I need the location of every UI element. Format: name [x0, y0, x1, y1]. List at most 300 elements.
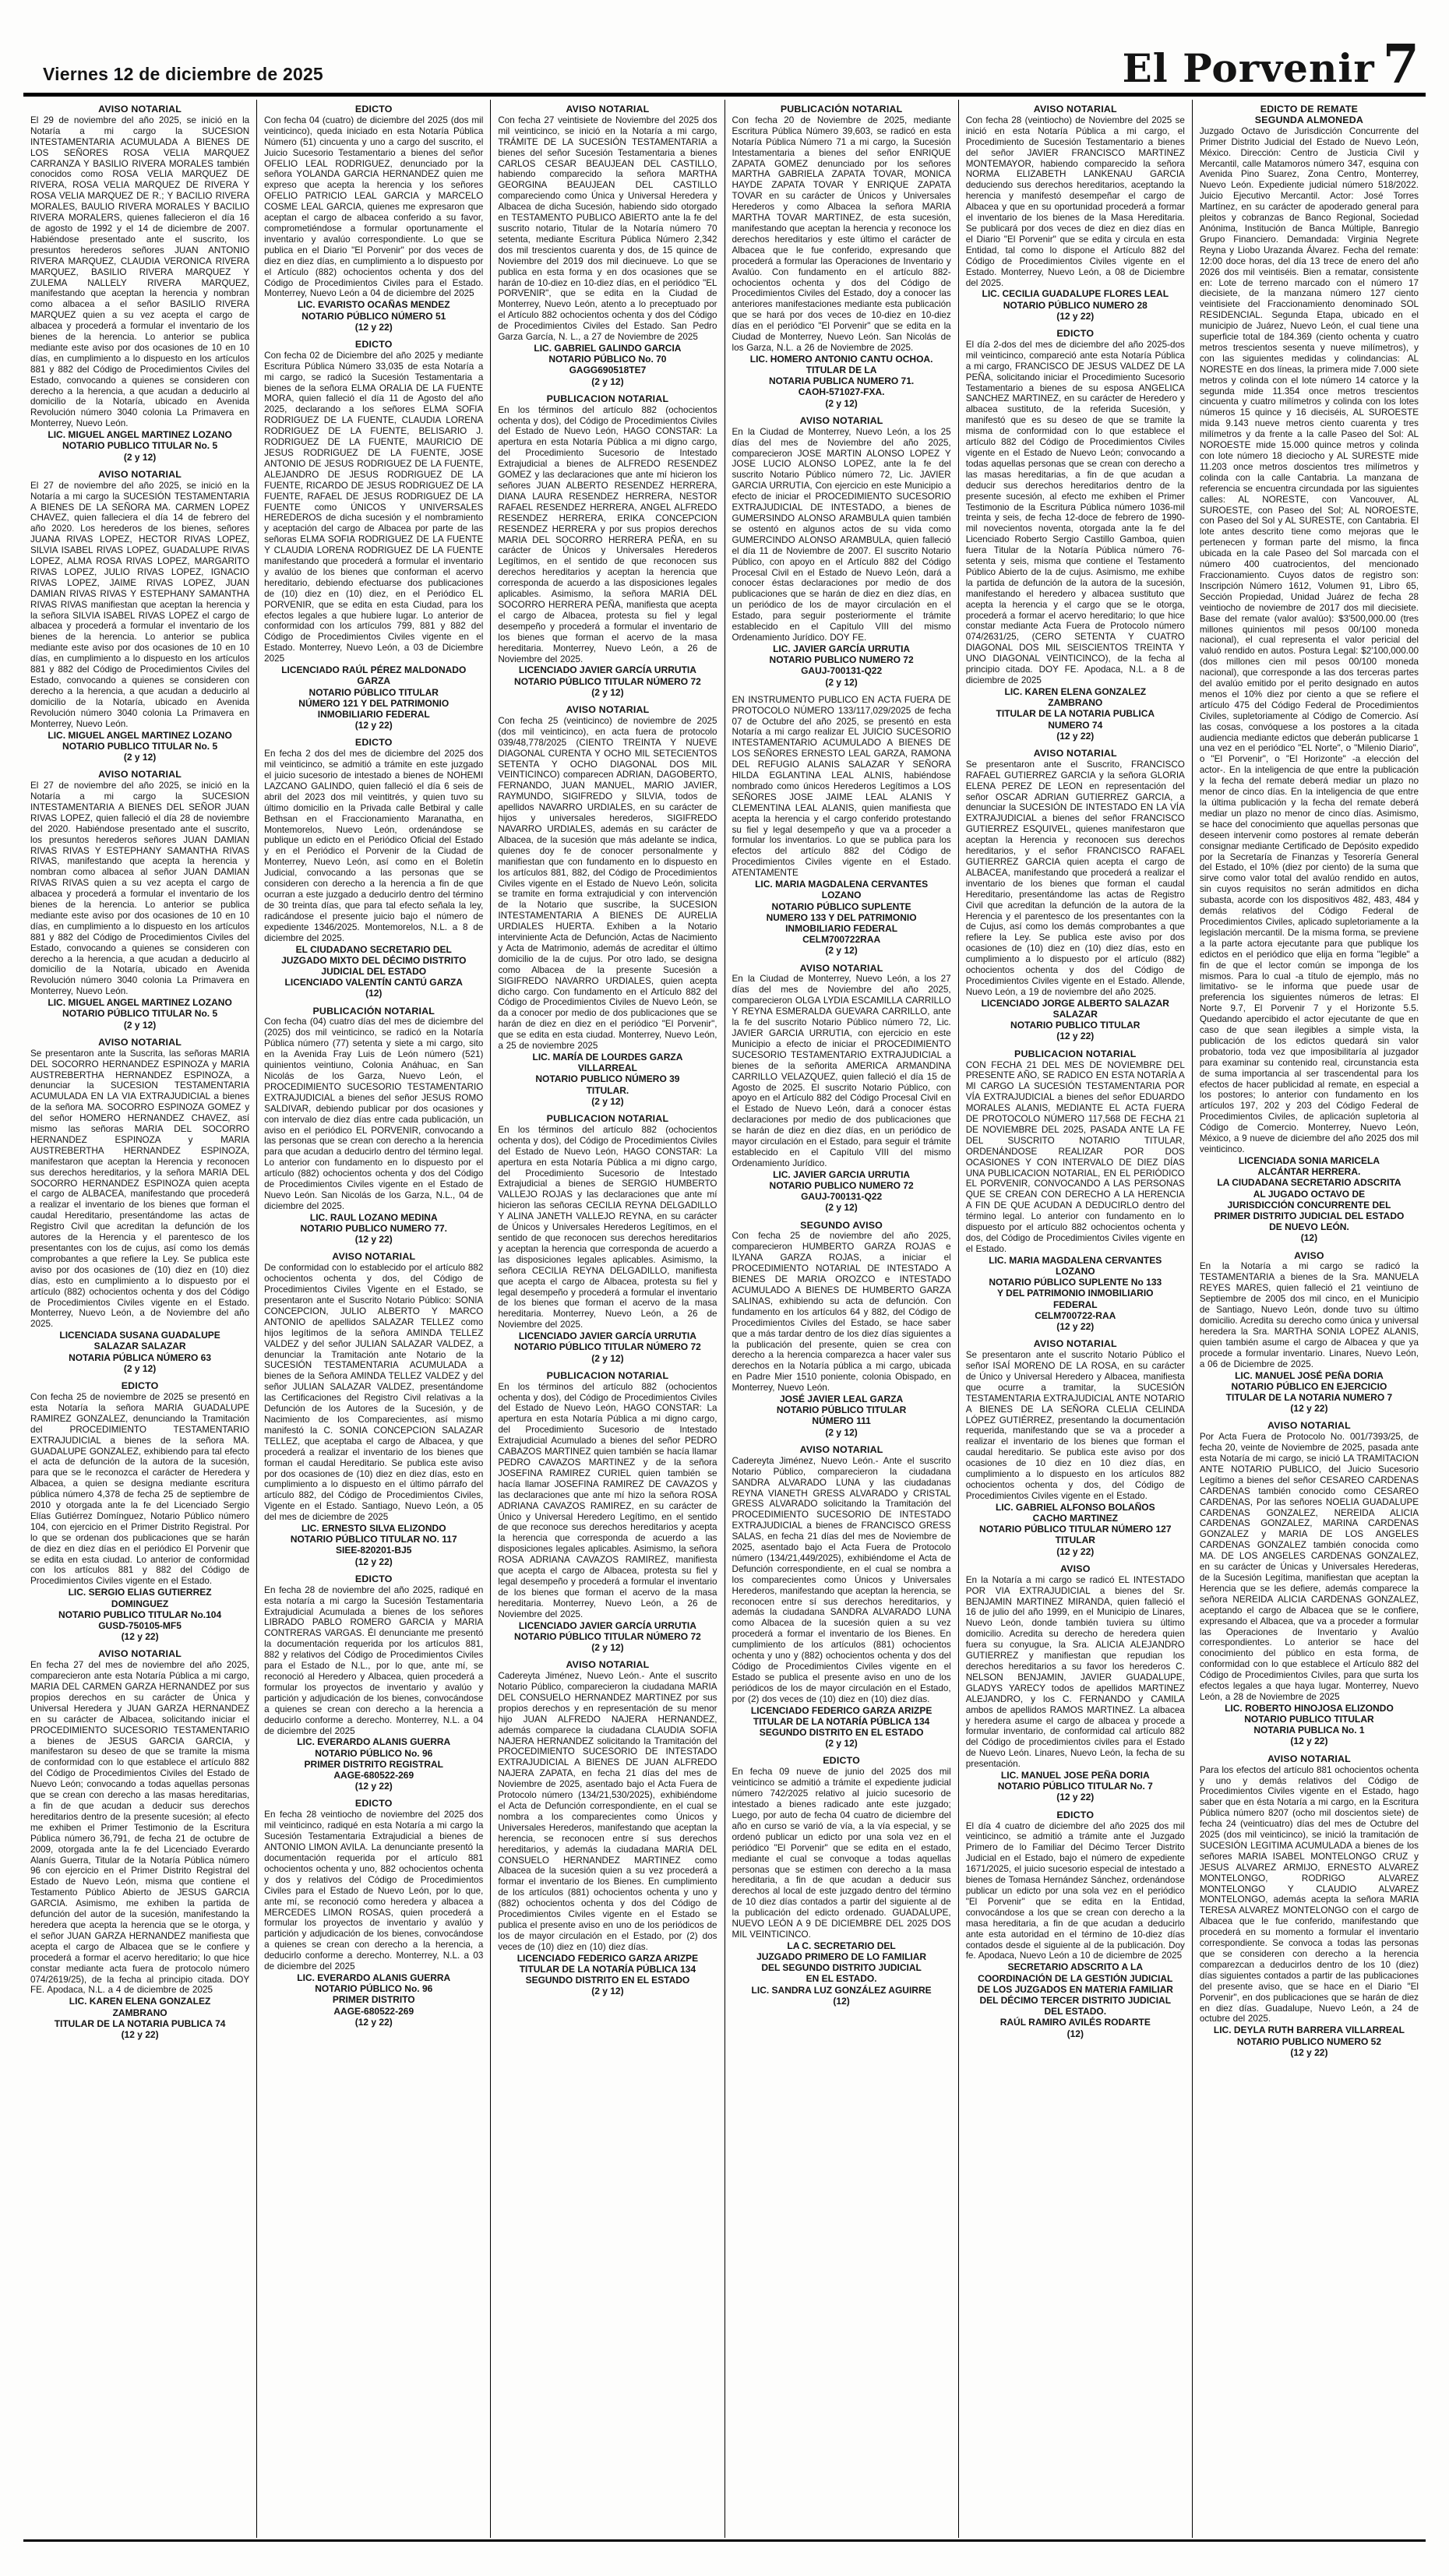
signature-line: (12) [1066, 2028, 1084, 2039]
signature-line: NOTARIO PUBLICO TITULAR [1244, 1714, 1374, 1725]
notice-body: En fecha 27 del mes de noviembre del año 2025, comparecieron ante esta Notaría Pública a mi cargo, MARIA DEL CARMEN GARZA HERNANDEZ por sus propios derechos en su carácter de Única y Universal Heredera y JUAN GARZA HERNANDEZ en su carácter de Albacea, solicitando iniciar el PROCEDIMIENTO SUCESORIO TESTAMENTARIO a bienes de JESUS GARCIA GARCIA, y manifestaron su deseo de que se tramite la misma de conformidad con lo que establece el artículo 882 del Código de Procedimientos Civiles del Estado de Nuevo León; convocando a todas aquellas personas que se crean con derecho a las masas hereditarias, a fin de que acudan a deducir sus derechos hereditarios dentro de la presente sucesión; al efecto me exhiben el Primer Testimonio de la Escritura Pública número 36,791, de fecha 21 de octubre de 2009, otorgada ante la fe del Licenciado Everardo Alanís Guerra, Titular de la Notaría Pública número 96 con ejercicio en el Primer Distrito Registral del Estado de Nuevo León, misma que contiene el Testamento Público Abierto de JESUS GARCIA GARCIA. Asimismo, me exhiben la partida de defunción del autor de la sucesión, manifestando la heredera que acepta la herencia que se le otorga, y el señor JUAN GARZA HERNANDEZ manifiesta que acepta el cargo de Albacea que se le confiere y procederá a formar el acervo hereditario; lo que hice constar mediante acta fuera de protocolo número 074/2619/25), de la fecha al principio citada. DOY FE. Apodaca, N.L. a 4 de diciembre de 2025 [30, 1660, 250, 1996]
notice-body: En fecha 28 veintiocho de noviembre del 2025 dos mil veinticinco, radiqué en esta Notaría a mi cargo la Sucesión Testamentaria Extrajudicial a bienes de ANTONIO LIMON AVILA. La denunciante presentó la documentación requerida por el artículo 881 ochocientos ochenta y uno, 882 ochocientos ochenta y dos y relativos del Código de Procedimientos Civiles para el Estado de Nuevo León, por lo que, ante mí, se reconoció como heredera y albacea a MERCEDES LIMON ROSAS, quien procederá a formular los proyectos de inventario y avalúo y partición y adjudicación de los bienes, convocándose a quienes se crean con derecho a la herencia, a deducirlo conforme a derecho. Monterrey, N.L. a 03 de diciembre del 2025 [264, 1810, 484, 1972]
signature-line: LIC. KAREN ELENA GONZALEZ [1004, 685, 1147, 697]
notice-heading: EDICTO [121, 1380, 159, 1392]
notice-body: El día 2-dos del mes de diciembre del año 2025-dos mil veinticinco, compareció ante esta Notaría Pública a mi cargo, FRANCISCO DE JESUS VALDEZ DE LA PEÑA, solicitando iniciar el Procedimiento Sucesorio Testamentario a bienes de su esposa ANGELICA SANCHEZ MARTINEZ, en su carácter de Heredero y albacea sustituto, de la referida Sucesión, y manifestó que es su deseo de que se tramite la misma de conformidad con lo que establece el artículo 882 del Código de Procedimientos Civiles vigente en el Estado de Nuevo León; convocando a todas aquellas personas que se crean con derecho a las masas hereditarias, a fin de que acudan a deducir sus derechos hereditarios dentro de la presente sucesión, al efecto me exhiben el Primer Testimonio de la Escritura Pública número 1036-mil treinta y seis, de fecha 12-doce de febrero de 1990-mil novecientos noventa, otorgada ante la fe del Licenciado Roberto Sergio Castillo Gamboa, quien fuera Titular de la Notaría Pública número 76- setenta y seis, misma que contiene el Testamento Público Abierto de la de cujus. Asimismo, me exhibe la partida de defunción de la autora de la sucesión, manifestando el heredero y albacea sustituto que acepta la herencia y el cargo que se le otorga, procederá a formar el acervo hereditario; lo que hice constar mediante Acta Fuera de Protocolo número 074/2631/25, (CERO SETENTA Y CUATRO DIAGONAL DOS MIL SEISCIENTOS TREINTA Y UNO DIAGONAL VEINTICINCO), de la fecha al principio citada. DOY FE. Apodaca, N.L. a 8 de diciembre de 2025 [965, 339, 1185, 686]
notice-signature [498, 1620, 717, 1654]
bottom-rule [23, 2539, 1426, 2542]
signature-line: EL CIUDADANO SECRETARIO DEL [295, 943, 452, 955]
newspaper-column-2 [256, 100, 490, 2538]
signature-line: CACHO MARTINEZ [1032, 1513, 1118, 1524]
signature-line: (12 y 22) [354, 321, 393, 333]
notice-body: En los términos del artículo 882 (ochocientos ochenta y dos), del Código de Procedimientos Civiles del Estado de Nuevo León, HAGO CONSTAR: La apertura en esta Notaría Pública a mi digno cargo, del Procedimiento Sucesorio de Intestado Extrajudicial a bienes de ALFREDO RESENDEZ GOMEZ y las declaraciones que ante mí hicieron los señores JUAN ALBERTO RESENDEZ HERRERA, DIANA LAURA RESENDEZ HERRERA, NESTOR RAFAEL RESENDEZ HERRERA, ANGEL ALFREDO RESENDEZ HERRERA, ERIKA CONCEPCION RESENDEZ HERRERA y por sus propios derechos MARIA DEL SOCORRO HERRERA PEÑA, en su carácter de Únicos y Universales Herederos Legítimos, en el sentido de que reconocen sus derechos hereditarios y aceptan la herencia que corresponda de acuerdo a las disposiciones legales aplicables. Asimismo, la señora MARIA DEL SOCORRO HERRERA PEÑA, manifiesta que acepta el cargo de Albacea, protesta su fiel y legal desempeño y procederá a formular el inventario de los bienes que forman el acervo de la masa hereditaria. Monterrey, Nuevo León, a 26 de Noviembre del 2025. [498, 404, 717, 664]
signature-line: (2 y 12) [825, 1426, 858, 1438]
notice-body: Con fecha 25 de noviembre del año 2025, comparecieron HUMBERTO GARZA ROJAS e ILYANA GARZA ROJAS, a iniciar el PROCEDIMIENTO NOTARIAL DE INTESTADO A BIENES DE MARIA OROZCO e INTESTADO ACUMULADO A BIENES DE HUMBERTO GARZA SALINAS, exhibiendo su acta de defunción. Con fundamento en los artículos 64 y 882, del Código de Procedimientos Civiles del Estado, se hace saber que a más tardar dentro de los diez días siguientes a la publicación del presente, quien se crea con derecho a la herencia comparezca a hacer valer sus derechos en la Notaría pública a mi cargo, ubicada en Padre Mier 1510 poniente, colonia Obispado, en Monterrey, Nuevo León. [732, 1231, 951, 1394]
notice-heading: AVISO NOTARIAL [1267, 1753, 1351, 1764]
notice-signature [966, 288, 1185, 322]
legal-notice [264, 1799, 483, 2028]
signature-line: NOTARIO PÚBLICO NÚMERO 51 [301, 310, 446, 322]
notice-signature [30, 1587, 249, 1642]
signature-line: LA C. SECRETARIO DEL [787, 1940, 896, 1951]
notice-signature [1200, 1155, 1419, 1244]
notice-signature [264, 299, 483, 333]
legal-notice [966, 1810, 1185, 2039]
signature-line: LIC. DEYLA RUTH BARRERA VILLARREAL [1213, 2025, 1405, 2036]
signature-line: ZAMBRANO [1048, 697, 1103, 709]
signature-line: (12 y 22) [1056, 310, 1095, 322]
notice-signature [264, 1736, 483, 1792]
notice-heading: AVISO NOTARIAL [799, 414, 883, 426]
signature-line: NOTARIO PÚBLICO TITULAR No. 5 [62, 1008, 218, 1020]
signature-line: NOTARIO PÚBLICO TITULAR No. 7 [997, 1781, 1153, 1792]
legal-notice [264, 104, 483, 333]
signature-line: (2 y 12) [591, 686, 624, 698]
signature-line: LIC. EVARISTO OCAÑAS MENDEZ [297, 299, 450, 311]
notice-signature [966, 998, 1185, 1042]
signature-line: LIC. SERGIO ELIAS GUTIERREZ [68, 1587, 212, 1598]
notice-signature [732, 1940, 951, 2007]
legal-notice [30, 1649, 249, 2040]
notice-body: En fecha 2 dos del mes de diciembre del 2025 dos mil veinticinco, se admitió a trámite en este juzgado el juicio sucesorio de intestado a bienes de NOHEMI LAZCANO GALINDO, quien falleció el día 6 seis de abril del 2023 dos mil veintitrés, y quien tuvo su último domicilio en la Privada calle Betbiral y calle Bethsan en el Fraccionamiento Maranatha, en Montemorelos, Nuevo León, ordenándose se publique un edicto en el Periódico Oficial del Estado y en el Periódico el Porvenir de la Ciudad de Monterrey, Nuevo León, así como en el Boletín Judicial, convocando a las personas que se consideren con derecho a la herencia a fin de que ocurran a este juzgado a deducirlo dentro del término de 30 treinta días, que para tal efecto señala la ley, radicándose el presente juicio bajo el número de expediente 1346/2025. Montemorelos, N.L. a 8 de diciembre del 2025. [264, 749, 484, 943]
signature-line: (2 y 12) [591, 375, 624, 387]
signature-line: GAUJ-700131-Q22 [801, 1191, 883, 1203]
signature-line: LICENCIADO JAVIER GARCÍA URRUTIA [518, 1619, 696, 1631]
signature-line: ALCÁNTAR HERRERA. [1257, 1166, 1361, 1178]
signature-line: LIC. MARÍA DE LOURDES GARZA [532, 1052, 683, 1063]
legal-notice [966, 1049, 1185, 1333]
notice-signature [966, 1502, 1185, 1557]
signature-line: GAUJ-700131-Q22 [801, 665, 883, 677]
legal-notice [30, 104, 249, 463]
signature-line: (12 y 22) [354, 1556, 393, 1567]
notice-heading: PUBLICACION NOTARIAL [546, 1369, 669, 1381]
notice-heading: AVISO NOTARIAL [98, 104, 182, 115]
notice-heading: EDICTO [823, 1755, 860, 1767]
signature-line: AAGE-680522-269 [333, 1770, 414, 1781]
notice-body: Se presentaron ante el suscrito Notario Público el señor ISAÍ MORENO DE LA ROSA, en su carácter de Único y Universal Heredero y Albacea, manifiesta que ocurre a tramitar, la SUCESIÓN TESTAMENTARIA EXTRAJUDICIAL ANTE NOTARIO A BIENES DE LA SEÑORA CLELIA CELINDA LÓPEZ GUTIÉRREZ, presentando la documentación requerida, manifestando que se va a proceder a realizar el inventario de los bienes que forman el caudal hereditario. Se publica este aviso por dos ocasiones de 10 diez en 10 diez días, en cumplimiento a lo dispuesto en los artículos 882 ochocientos ochenta y dos, del Código de Procedimientos Civiles vigente en el Estado. [965, 1350, 1185, 1501]
notice-heading: SEGUNDO AVISO [800, 1219, 883, 1231]
signature-line: (2 y 12) [123, 751, 157, 763]
legal-notice [732, 1221, 951, 1438]
notice-heading: AVISO [1294, 1249, 1324, 1261]
notice-signature [498, 664, 717, 698]
legal-notice [732, 1445, 951, 1750]
page-date: Viernes 12 de diciembre de 2025 [43, 64, 323, 84]
notice-body: De conformidad con lo establecido por el artículo 882 ochocientos ochenta y dos, del Código de Procedimientos Civiles Vigente en el Estado, se presentaron ante el Suscrito Notario Público: SONIA CONCEPCION, JULIO ALBERTO Y MARCO ANTONIO de apellidos SALAZAR TELLEZ como hijos legítimos de la señora AMINDA TELLEZ VALDEZ y del señor JULIAN SALAZAR VALDEZ, a denunciar la Tramitación ante Notario de la SUCESIÓN TESTAMENTARIA ACUMULADA a bienes de la Señora AMINDA TELLEZ VALDEZ y del señor JULIAN SALAZAR VALDEZ, presentándome las Certificaciones del Registro Civil relativas a la Defunción de los Autores de la Sucesión, y de Nacimiento de los Comparecientes, así mismo manifestó la C. SONIA CONCEPCION SALAZAR TELLEZ, que aceptaba el cargo de Albacea, y que procederá a realizar el inventario de los bienes que forman el caudal Hereditario. Se publica este aviso por dos ocasiones de (10) diez en diez días, esto en cumplimiento a lo dispuesto en el último párrafo del artículo 882, del Código de Procedimientos Civiles, Vigente en el Estado. Santiago, Nuevo León, a 05 del mes de diciembre de 2025 [264, 1263, 484, 1523]
notice-heading: AVISO NOTARIAL [566, 104, 650, 115]
notice-body: EN INSTRUMENTO PUBLICO EN ACTA FUERA DE PROTOCOLO NÚMERO 133/117,029/2025 de fecha 07 de Octubre del año 2025, se presentó en esta Notaría a mi cargo realizar EL JUICIO SUCESORIO INTESTAMENTARIO ACUMULADO A BIENES DE LOS SEÑORES ERNESTO LEAL GARZA, RAMONA DEL REFUGIO ALANIS SALAZAR Y SEÑORA HILDA EGLANTINA LEAL ALNIS, habiéndose nombrado como únicos Herederos Legítimos a LOS SEÑORES JOSE JAIME LEAL ALANIS Y CLEMENTINA LEAL ALANIS, quien manifiesta que acepta la herencia y el cargo conferido protestando su fiel y legal desempeño y que va a proceder a formular los inventarios. Lo que se publica para los efectos del artículo 882 del Código de Procedimientos Civiles vigente en el Estado. ATENTAMENTE [732, 694, 951, 879]
signature-line: JUZGADO MIXTO DEL DÉCIMO DISTRITO [281, 954, 467, 966]
signature-line: Y DEL PATRIMONIO INMOBILIARIO [997, 1288, 1154, 1299]
notice-body: En la Ciudad de Monterrey, Nuevo León, a los 27 días del mes de Noviembre del año 2025, comparecieron OLGA LYDIA ESCAMILLA CARRILLO Y REYNA ESMERALDA GUEVARA CARRILLO, ante la fe del suscrito Notario Público número 72, Lic. JAVIER GARCIA URRUTIA, con ejercicio en este Municipio a efecto de iniciar el PROCEDIMIENTO SUCESORIO TESTAMENTARIO EXTRAJUDICIAL a bienes de la señorita AMERICA ARMANDINA CARRILLO VELAZQUEZ, quien falleció el día 15 de Agosto de 2025. El suscrito Notario Público, con apoyo en el Artículo 882 del Código Procesal Civil en el Estado de Nuevo León, dará a conocer éstas declaraciones por medio de dos publicaciones que se harán de diez en diez días, en un periódico de mayor circulación en el Estado, para seguir el trámite establecido en el Capítulo VIII del mismo Ordenamiento Jurídico. [732, 974, 951, 1168]
signature-line: TITULAR. [586, 1084, 629, 1096]
signature-line: LIC. KAREN ELENA GONZALEZ [69, 1996, 211, 2007]
notice-heading: EDICTO [1056, 1809, 1095, 1820]
signature-line: (2 y 12) [123, 1362, 157, 1374]
notice-signature [498, 1330, 717, 1364]
page-header [0, 0, 1449, 96]
legal-notice [498, 1371, 717, 1653]
signature-line: NOTARIO PUBLICO NUMERO 72 [769, 654, 914, 666]
signature-line: (2 y 12) [591, 1986, 624, 1997]
signature-line: CELM700722RAA [802, 934, 881, 946]
signature-line: (12 y 22) [354, 1781, 393, 1792]
signature-line: LIC. RAUL LOZANO MEDINA [309, 1211, 438, 1223]
signature-line: TITULAR DE LA NOTARÍA PÚBLICA 134 [753, 1715, 930, 1727]
signature-line: LIC. CECILIA GUADALUPE FLORES LEAL [982, 288, 1169, 300]
legal-notice [732, 695, 951, 957]
signature-line: (12 y 22) [354, 720, 393, 731]
notice-body: Con fecha 20 de Noviembre de 2025, mediante Escritura Pública Número 39,603, se radicó en esta Notaría Pública Número 71 a mi cargo, la Sucesión Intestamentaria a bienes del señor ENRIQUE ZAPATA GOMEZ denunciado por los señores MARTHA GABRIELA ZAPATA TOVAR, MONICA HAYDE ZAPATA TOVAR Y ENRIQUE ZAPATA TOVAR en su carácter de Únicos y Universales Herederos y como Albacea la señora MARIA MARTHA TOVAR MARTINEZ, de esta sucesión, manifestando que aceptan la herencia y reconoce los derechos hereditarios y este último el carácter de Albacea que le fue conferido, expresando que procederá a formular las Operaciones de Inventario y Avalúo. Con fundamento en el artículo 882- ochocientos ochenta y dos del Código de Procedimientos Civiles del Estado, doy a conocer las anteriores manifestaciones mediante esta publicación que se hará por dos veces de 10-diez en 10-diez días en el periódico "El Porvenir" que se edita en la Ciudad de Monterrey, Nuevo León. San Nicolás de los Garza, N.L. a 26 de Noviembre de 2025. [732, 115, 951, 353]
notice-body: Juzgado Octavo de Jurisdicción Concurrente del Primer Distrito Judicial del Estado de Nuevo León, México. Dirección: Centro de Justicia Civil y Mercantil, calle Matamoros número 347, esquina con Avenida Pino Suarez, Zona Centro, Monterrey, Nuevo León. Expediente judicial número 518/2022. Juicio Ejecutivo Mercantil. Actor: José Torres Martínez, en su carácter de apoderado general para pleitos y cobranzas de Banco Regional, Sociedad Anónima, Institución de Banca Múltiple, Banregio Grupo Financiero. Demandada: Virginia Negrete Reyna y Liobo Urazanda Álvarez. Fecha del remate: 12:00 doce horas, del día 13 trece de enero del año 2026 dos mil veintiséis. Bien a rematar, consistente en: Lote de terreno marcado con el número 17 diecisiete, de la manzana número 127 ciento veintisiete del Fraccionamiento denominado SOL RESIDENCIAL. Segunda Etapa, ubicado en el municipio de Juárez, Nuevo León, el cual tiene una superficie total de 184.369 (ciento ochenta y cuatro metros trescientos sesenta y nueve milímetros), y con las siguientes medidas y colindancias: AL NORESTE en dos líneas, la primera mide 7.000 siete metros y colinda con el lote número 14 catorce y la segunda mide 11.354 once metros trescientos cincuenta y cuatro milímetros y colinda con los lotes números 15 quince y 16 dieciséis, AL SUROESTE mida 9.143 nueve metros ciento cuarenta y tres milímetros y da frente a la calle Paseo del Sol: AL NOROESTE mide 15.000 quince metros y colinda con lote número 18 dieciocho y AL SURESTE mide 11.203 once metros doscientos tres milímetros y colinda con la calle Cantabria. La manzana de referencia se encuentra circundada por las siguientes calles: AL NORESTE, con Vancouver, AL SUROESTE, con Paseo del Sol; AL NOROESTE, con Paseo del Sol y AL SURESTE, con Cantabria. El lote antes descrito tiene como mejoras que le pertenecen y forman parte del mismo, la finca ubicada en la cale Paseo del Sol marcada con el número 400 cuatrocientos, del mencionado Fraccionamiento. Cuyos datos de registro son: Inscripción Número 1612, Volumen 91, Libro 65, Sección Propiedad, Unidad Juárez de fecha 28 veintiocho de noviembre de 2017 dos mil diecisiete. Base del remate (valor avalúo): $3'500,000.00 (tres millones quinientos mil pesos 00/100 moneda nacional), el cual representa el valor pericial del valuó rendido en autos. Postura Legal: $2'100,000.00 (dos millones cien mil pesos 00/100 moneda nacional), que corresponde a las dos terceras partes del avalúo emitido por el perito designado en autos menos el 10% diez por ciento a que se refiere el artículo 475 del Código Federal de Procedimientos Civiles, supletoriamente al Código de Comercio. Así las cosas, convóquese a los postores a la citada audiencia mediante edictos que deberán publicarse 1 una vez en el periódico "EL Norte", o "Milenio Diario", o "El Porvenir", o "El Horizonte" -a elección del actor-. En la inteligencia de que entre la publicación y la fecha del remate deberá mediar un plazo no menor de cinco días. En la inteligencia de que entre la última publicación y la fecha del remate deberá mediar un plazo no menor de cinco días. Asimismo, se hace del conocimiento que aquellas personas que deseen intervenir como postores al remate deberán consignar mediante Certificado de Depósito expedido por la Secretaría de Finanzas y Tesorería General del Estado, el 10% (diez por ciento) de la suma que sirve como valor total del avalúo rendido en autos, sin cuyos requisitos no serán admitidos en dicha subasta, acorde con los dispositivos 482, 483, 484 y demás relativos del Código Federal de Procedimientos Civiles, aplicado supletoriamente a la legislación mercantil. De la misma forma, se previene a la parte actora ejecutante para que publique los edictos en el periódico que elija en forma "legible" a fin de que el lector común se imponga de los mismos. Para lo cual -a título de ejemplo, más no limitativo- se le informa que puede usar de preferencia los siguientes números de letras: El Norte 9.7, El Porvenir 7 y el Horizonte 5.5. Quedando apercibido el actor ejecutante de que en caso de que sean ilegibles a simple vista, la publicación de los edictos quedará sin valor probatorio, toda vez que imposibilitaría al juzgador para examinar su contenido real, circunstancia esta de suma importancia al ser trascendental para los efectos de hacer publicidad al remate, en especial a los postores; lo anterior con fundamento en los artículos 197, 202 y 203 del Código Federal de Procedimientos Civiles, de aplicación supletoria al Código de Comercio. Monterrey, Nuevo León, México, a 9 nueve de diciembre del año 2025 dos mil veinticinco. [1199, 125, 1419, 1154]
signature-line: (2 y 12) [591, 1642, 624, 1654]
signature-line: (2 y 12) [591, 1352, 624, 1364]
signature-line: (2 y 12) [825, 1202, 858, 1214]
legal-notice [1200, 1421, 1419, 1746]
signature-line: (2 y 12) [825, 397, 858, 409]
notice-signature [30, 429, 249, 463]
signature-line: SIEE-820201-BJ5 [336, 1545, 412, 1556]
signature-line: NOTARIO PUBLICO NUMERO 72 [769, 1179, 914, 1191]
notice-body: En la Notaría a mi cargo se radicó EL INTESTADO POR VIA EXTRAJUDICIAL a bienes del Sr. BENJAMIN MARTINEZ MIRANDA, quien falleció el 16 de julio del año 1999, en el Municipio de Linares, Nuevo León, donde también tuviera su último domicilio. Acredita su derecho de heredera quien fuera su conyugue, la Sra. ALICIA ALEJANDRO GUTIERREZ y manifiestan que repudian los derechos hereditarios a su favor los herederos C. NELSON BENJAMIN, JAVIER GUADALUPE, GLADYS YARECY todos de apellidos MARTINEZ ALEJANDRO, y los C. FERNANDO y CAMILA ambos de apellidos RAMOS MARTINEZ. La albacea y heredera asume el cargo de albacea y procede a formular inventario, de conformidad cal artículo 882 del Código de procedimientos civiles para el Estado de Nuevo León. Linares, Nuevo León, la fecha de su presentación. [965, 1574, 1185, 1770]
notice-heading: PUBLICACION NOTARIAL [1014, 1048, 1137, 1059]
legal-notice [966, 1564, 1185, 1803]
notice-heading: AVISO [1059, 1563, 1091, 1574]
signature-line: JUDICIAL DEL ESTADO [321, 965, 427, 977]
signature-line: LIC. MIGUEL ANGEL MARTINEZ LOZANO [48, 997, 232, 1009]
legal-notice [498, 1660, 717, 1996]
signature-line: GARZA [357, 675, 391, 687]
signature-line: (2 y 12) [825, 1738, 858, 1750]
signature-line: DEL SEGUNDO DISTRITO JUDICIAL [761, 1962, 922, 1974]
notice-body: En fecha 09 nueve de junio del 2025 dos mil veinticinco se admitió a trámite el expediente judicial número 742/2025 relativo al juicio sucesorio de intestado a bienes radicado ante este juzgado; Luego, por auto de fecha 04 cuatro de diciembre del año en curso se varió de vía, a la vía especial, y se ordenó publicar un edicto por una sola vez en el periódico "El Porvenir" que se edita en el estado, mediante el cual se convoque a todas aquellas personas que se estimen con derecho a la masa hereditaria, a fin de que acudan a deducir sus derechos al local de este juzgado dentro del término de 10 diez días contados a partir del siguiente al de la publicación del edicto ordenado. GUADALUPE, NUEVO LEÓN A 9 DE DICIEMBRE DEL 2025 DOS MIL VEINTICINCO. [732, 1767, 951, 1940]
notice-body: En fecha 28 de noviembre del año 2025, radiqué en esta notaría a mi cargo la Sucesión Testamentaria Extrajudicial Acumulada a bienes de los señores LIBRADO PABLO ROMERO GARCIA y MARIA CONTRERAS VARGAS. Él denunciante me presentó la documentación requerida por los artículos 881, 882 y relativos del Código de Procedimientos Civiles para el Estado de N.L., por lo que, ante mí, se reconoció al Heredero y Albacea, quien procederá a formular los proyectos de inventario y avalúo y partición y adjudicación de los bienes, convocándose a quienes se crean con derecho a la herencia a deducirlo conforme a derecho. Monterrey, N.L. a 04 de diciembre del 2025 [264, 1584, 484, 1736]
notice-heading: AVISO NOTARIAL [98, 769, 182, 781]
notice-body: Se presentaron ante el Suscrito, FRANCISCO RAFAEL GUTIERREZ GARCIA y la señora GLORIA ELENA PEREZ DE LEON en representación del señor OSCAR ADRIAN GUTIERREZ GARCIA, a denunciar la SUCESIÓN DE INTESTADO EN LA VÍA EXTRAJUDICIAL a bienes del señor FRANCISCO GUTIERREZ ESQUIVEL, quienes manifestaron que aceptan la Herencia y reconocen sus derechos hereditarios, y el señor FRANCISCO RAFAEL GUTIERREZ GARCIA quien acepta el cargo de ALBACEA, manifestando que procederá a realizar el inventario de los bienes que forman el caudal Hereditario, presentándome las actas de Registro Civil que acreditan la defunción de la autora de la Herencia y el parentesco de los presentantes con la de Cujus, así como los demás comprobantes a que refiere la Ley. Se publica este aviso por dos ocasiones de (10) diez en (10) diez días, esto en cumplimiento a lo dispuesto por el artículo (882) ochocientos ochenta y dos del Código de Procedimientos Civiles vigente en el Estado. Allende, Nuevo León, a 19 de noviembre del año 2025. [965, 759, 1185, 997]
legal-notice [264, 1574, 483, 1792]
signature-line: LICENCIADO VALENTÍN CANTÚ GARZA [284, 977, 463, 988]
legal-notice [30, 470, 249, 763]
legal-notice [30, 1038, 249, 1374]
legal-notice [966, 329, 1185, 742]
signature-line: TITULAR DE LA NOTARIA PUBLICA [996, 708, 1155, 720]
signature-line: (2 y 12) [591, 1095, 624, 1107]
notice-signature [966, 1255, 1185, 1332]
notice-body: El 27 de noviembre del año 2025, se inició en la Notaría a mi cargo la SUCESION INTESTAMENTARIA A BIENES DEL SEÑOR JUAN RIVAS LOPEZ, quien falleció el día 28 de noviembre del 2020. Habiéndose presentado ante el suscrito, los presuntos herederos señores JUAN DAMIAN RIVAS RIVAS Y ESTEPHANY SAMANTHA RIVAS RIVAS, manifestando que acepta la herencia y nombran como albacea al señor JUAN DAMIAN RIVAS RIVAS quien a su vez acepta el cargo de albacea y procederá a formular el inventario de los bienes de la herencia. Lo anterior se publica mediante este aviso por dos ocasiones de 10 en 10 días, en cumplimiento a lo dispuesto en los artículos 881 y 882 del Código de Procedimientos Civiles del Estado, convocando a quienes se consideren con derecho a la herencia, a que acudan a deducirlo al domicilio de la Notaría, ubicado en Avenida Revolución número 3040 colonia La Primavera en Monterrey, Nuevo León. [30, 781, 250, 997]
signature-line: LIC. MIGUEL ANGEL MARTINEZ LOZANO [48, 429, 232, 441]
newspaper-logo: El Porvenir [1122, 44, 1375, 91]
notice-heading: EDICTO [354, 1798, 393, 1810]
signature-line: FEDERAL [1052, 1299, 1098, 1310]
legal-notice [966, 749, 1185, 1042]
signature-line: LA CIUDADANA SECRETARIO ADSCRITA [1217, 1177, 1401, 1189]
notice-body: En la Notaría a mi cargo se radicó la TESTAMENTARIA a bienes de la Sra. MANUELA REYES MARES, quien falleció el 21 veintiuno de Septiembre de 2005 dos mil cinco, en el Municipio de Santiago, Nuevo León, donde tuvo su último domicilio. Acredita su derecho como única y universal heredera la Sra. MARTHA SONIA LOPEZ ALANIS, quien también asume el cargo de Albacea y que ya procede a formular inventario. Linares, Nuevo León, a 06 de Diciembre de 2025. [1199, 1261, 1419, 1369]
notice-signature [1200, 1370, 1419, 1415]
notice-signature [264, 1972, 483, 2028]
notice-heading: AVISO NOTARIAL [1033, 1338, 1117, 1350]
notice-signature [30, 730, 249, 763]
legal-notice [498, 1114, 717, 1364]
notice-signature [732, 1705, 951, 1750]
signature-line: PRIMER DISTRITO REGISTRAL [304, 1758, 443, 1770]
signature-line: LOZANO [821, 890, 862, 901]
signature-line: (2 y 12) [825, 945, 858, 957]
notice-signature [30, 1330, 249, 1374]
signature-line: LIC. HOMERO ANTONIO CANTU OCHOA. [749, 353, 933, 365]
notice-heading: AVISO NOTARIAL [799, 962, 883, 974]
signature-line: LIC. MANUEL JOSÉ PEÑA DORIA [1235, 1369, 1384, 1381]
signature-line: (12 y 22) [121, 2028, 159, 2040]
notice-body: En los términos del artículo 882 (ochocientos ochenta y dos), del Código de Procedimientos Civiles del Estado de Nuevo León, HAGO CONSTAR: La apertura en esta Notaría Pública a mi digno cargo, del Procedimiento Sucesorio de Intestado Extrajudicial Acumulado a bienes del señor PEDRO CABAZOS MARTINEZ quien también se hacía llamar PEDRO CAVAZOS MARTINEZ y de la señora JOSEFINA RAMIREZ CURIEL quien también se hacía llamar JOSEFINA RAMIREZ DE CAVAZOS y las declaraciones que ante mí hizo la señora ROSA ADRIANA CAVAZOS RAMIREZ, en su carácter de Único y Universal Heredero Legítimo, en el sentido de que reconoce sus derechos hereditarios y acepta la herencia que corresponda de acuerdo a las disposiciones legales aplicables. Asimismo, la señora ROSA ADRIANA CAVAZOS RAMIREZ, manifiesta que acepta el cargo de Albacea, protesta su fiel y legal desempeño y procederá a formular el inventario de los bienes que forman el acervo de la masa hereditaria. Monterrey, Nuevo León, a 26 de Noviembre del 2025. [498, 1381, 717, 1619]
notice-body: Con fecha 27 veintisiete de Noviembre del 2025 dos mil veinticinco, se inició en la Notaría a mi cargo, TRÁMITE DE LA SUCESIÓN TESTAMENTARIA a bienes del señor Sucesión Testamentaria a bienes CARLOS CESAR BEAUJEAN DEL CASTILLO, habiendo comparecido la señora MARTHA GEORGINA BEAUJEAN DEL CASTILLO compareciendo como Única y Universal Heredera y Albacea de dicha Sucesión, habiendo sido otorgado en TESTAMENTO PUBLICO ABIERTO ante la fe del suscrito notario, Titular de la Notaría número 70 setenta, mediante Escritura Pública Número 2,342 dos mil trescientos cuarenta y dos, de 15 quince de Noviembre del 2019 dos mil diecinueve. Lo que se publica en esta forma y en dos ocasiones que se harán de 10-diez en 10-diez días, en el periódico "EL PORVENIR", que se edita en la Ciudad de Monterrey, Nuevo León, atento a lo preceptuado por el Artículo 882 ochocientos ochenta y dos del Código de Procedimientos Civiles del Estado. San Pedro Garza García, N. L., a 27 de Noviembre de 2025 [498, 115, 717, 343]
signature-line: NUMERO 133 Y DEL PATRIMONIO [766, 911, 917, 923]
notice-heading: EDICTO [354, 1573, 393, 1584]
signature-line: NOTARIO PUBLICO TITULAR No. 5 [62, 740, 218, 752]
notice-body: El día 4 cuatro de diciembre del año 2025 dos mil veinticinco, se admitió a trámite ante el Juzgado Primero de lo Familiar del Décimo Tercer Distrito Judicial en el Estado, bajo el número de expediente 1671/2025, el juicio sucesorio especial de intestado a bienes de Tomasa Hernández Sánchez, ordenándose publicar un edicto por una sola vez en el periódico "El Porvenir" que se edita en la Entidad, convocándose a los que se crean con derecho a la masa hereditaria, a fin de que acudan a deducirlo ante esta autoridad en el término de 10-diez días contados desde el siguiente al de la publicación. Doy fe. Apodaca, Nuevo León a 10 de diciembre de 2025 [965, 1820, 1185, 1961]
signature-line: LIC. EVERARDO ALANIS GUERRA [297, 1972, 451, 1983]
legal-notice [732, 104, 951, 409]
signature-line: LIC. JAVIER GARCÍA URRUTIA [773, 643, 911, 654]
notice-heading: AVISO NOTARIAL [1267, 1420, 1351, 1432]
signature-line: SALAZAR SALAZAR [93, 1341, 186, 1352]
notice-signature [30, 997, 249, 1031]
legal-notice [264, 1006, 483, 1246]
signature-line: (12 y 22) [1290, 1736, 1328, 1747]
signature-line: COORDINACIÓN DE LA GESTIÓN JUDICIAL [978, 1972, 1173, 1984]
notice-heading: AVISO NOTARIAL [1033, 747, 1117, 759]
notice-signature [732, 354, 951, 409]
notice-signature [1200, 2025, 1419, 2058]
legal-notice [498, 104, 717, 387]
signature-line: LICENCIADA SUSANA GUADALUPE [59, 1330, 220, 1341]
notice-heading: AVISO NOTARIAL [98, 1648, 182, 1660]
signature-line: TITULAR DE LA NOTARIA PUBLICA 74 [54, 2017, 226, 2029]
notice-signature [732, 1394, 951, 1438]
notice-heading: PUBLICACIÓN NOTARIAL [780, 104, 903, 115]
signature-line: LICENCIADO FEDERICO GARZA ARIZPE [750, 1704, 933, 1716]
notice-heading: EDICTO [354, 338, 393, 350]
notice-subheading: SEGUNDA ALMONEDA [1254, 114, 1364, 125]
legal-notice [498, 394, 717, 698]
signature-line: SECRETARIO ADSCRITO A LA [1007, 1961, 1144, 1973]
signature-line: DE NUEVO LEÓN. [1269, 1221, 1349, 1233]
signature-line: NOTARIO PUBLICO TITULAR [1010, 1020, 1141, 1031]
columns-container [23, 100, 1426, 2538]
signature-line: (2 y 12) [825, 676, 858, 688]
signature-line: (12 y 22) [354, 1234, 393, 1246]
notice-body: Para los efectos del artículo 881 ochocientos ochenta y uno y demás relativos del Código de Procedimientos Civiles vigente en el Estado, hago saber que en ésta Notaría a mi cargo, en la Escritura Pública número 8207 (ocho mil doscientos siete) de fecha 24 (veinticuatro) días del mes de Octubre del 2025 (dos mil veinticinco), se inició la tramitación de SUCESIÓN LEGITIMA ACUMULADA a bienes de los señores MARIA ISABEL MONTELONGO CRUZ y JESUS ALVAREZ ARMIJO, ERNESTO ALVAREZ MONTELONGO, RODRIGO ALVAREZ MONTELONGO Y CLAUDIO ALVAREZ MONTELONGO, además acepta la señora MARIA TERESA ALVAREZ MONTELONGO con el cargo de Albacea que le fue conferido, manifestando que procederá en su momento a formular el inventario correspondiente. Se convoca a todas las personas que se consideren con derecho a la herencia comparezcan a deducirlos dentro de los 10 (diez) días siguientes contados a partir de las publicaciones del presente aviso, que se hace en el Diario "El Porvenir", en dos publicaciones que se harán de diez en diez días. Guadalupe, Nuevo León, a 24 de octubre del 2025. [1199, 1764, 1419, 2025]
signature-line: NOTARIO PUBLICO TITULAR No. 5 [62, 440, 218, 452]
legal-notice [264, 340, 483, 731]
notice-signature [30, 1996, 249, 2040]
notice-heading: AVISO NOTARIAL [98, 1036, 182, 1048]
notice-heading: PUBLICACION NOTARIAL [546, 1113, 669, 1125]
signature-line: TITULAR DE LA NOTARÍA PÚBLICA 134 [519, 1963, 696, 1975]
legal-notice [966, 104, 1185, 322]
signature-line: NOTARIO PÚBLICO SUPLENTE [771, 900, 911, 912]
notice-heading: EDICTO [1056, 328, 1095, 340]
legal-notice [498, 705, 717, 1107]
legal-notice [966, 1339, 1185, 1557]
signature-line: (12 y 22) [1056, 1321, 1095, 1333]
signature-line: (12) [1300, 1232, 1318, 1244]
signature-line: NOTARIO PÚBLICO No. 96 [315, 1747, 433, 1759]
notice-body: Con fecha 02 de Diciembre del año 2025 y mediante Escritura Pública Número 33,035 de esta Notaría a mi cargo, se radicó la Sucesión Testamentaria a bienes de la señora ELMA ORALIA DE LA FUENTE MORA, quien falleció el día 11 de Agosto del año 2025, declarando a los señores ELMA SOFIA RODRIGUEZ DE LA FUENTE, CLAUDIA LORENA RODRIGUEZ DE LA FUENTE, BELISARIO J. RODRIGUEZ DE LA FUENTE, MAURICIO DE JESUS RODRIGUEZ DE LA FUENTE, JOSE ANTONIO DE JESUS RODRIGUEZ DE LA FUENTE, ALEJANDRO DE JESUS RODRIGUEZ DE LA FUENTE, RICARDO DE JESUS RODRIGUEZ DE LA FUENTE, RAFAEL DE JESUS RODRIGUEZ DE LA FUENTE como ÚNICOS Y UNIVERSALES HEREDEROS de dicha sucesión y el nombramiento y aceptación del cargo de Albacea por parte de las señoras ELMA SOFIA RODRIGUEZ DE LA FUENTE Y CLAUDIA LORENA RODRIGUEZ DE LA FUENTE manifestando que procederá a formular el inventario y avalúo de los bienes que conforman el acervo hereditario, debiendo efectuarse dos publicaciones de (10) diez en (10) diez, en el Periódico EL PORVENIR, que se edita en esta Ciudad, para los efectos legales a que hubiere lugar. Lo anterior de conformidad con los artículos 799, 881 y 882 del Código de Procedimientos Civiles vigente en el Estado. Monterrey, Nuevo León, a 03 de Diciembre 2025 [264, 350, 484, 664]
signature-line: DEL DÉCIMO TERCER DISTRITO JUDICIAL [979, 1994, 1172, 2006]
signature-line: LICENCIADO JAVIER GARCÍA URRUTIA [518, 1330, 696, 1342]
signature-line: LIC. GABRIEL ALFONSO BOLAÑOS [995, 1501, 1155, 1513]
signature-line: NOTARIO PÚBLICO SUPLENTE No 133 [989, 1277, 1162, 1288]
notice-signature [498, 1953, 717, 1997]
signature-line: NOTARIO PUBLICO NÚMERO 39 [535, 1073, 680, 1085]
notice-heading: EDICTO DE REMATE [1260, 104, 1359, 115]
signature-line: NOTARIO PÚBLICO TITULAR NÚMERO 127 [979, 1524, 1172, 1535]
signature-line: DE LOS JUZGADOS EN MATERIA FAMILIAR [977, 1983, 1173, 1995]
notice-heading: PUBLICACION NOTARIAL [546, 393, 669, 404]
signature-line: ZAMBRANO [112, 2007, 167, 2018]
signature-line: CAOH-571027-FXA. [798, 386, 885, 398]
newspaper-column-5 [958, 100, 1192, 2538]
notice-signature [264, 944, 483, 999]
newspaper-column-6 [1192, 100, 1426, 2538]
signature-line: (12 y 22) [1290, 2046, 1328, 2058]
legal-notice [732, 964, 951, 1214]
notice-body: Con fecha 04 (cuatro) de diciembre del 2025 (dos mil veinticinco), queda iniciado en esta Notaría Pública Número (51) cincuenta y uno a cargo del suscrito, el Juicio Sucesorio Testamentario a bienes del señor OFELIO LEAL RODRIGUEZ, denunciado por la señora YOLANDA GARCIA HERNANDEZ quien me expreso que acepta la herencia y los señores OFELIO PATRICIO LEAL GARCIA y MARCELO COSME LEAL GARCIA, quienes me expresaron que aceptan el cargo de albacea conferido a su favor, comprometiéndose a formular oportunamente el inventario y avalúo correspondiente. Lo que se publica en el Diario "El Porvenir" por dos veces de diez en diez días, en cumplimiento a lo dispuesto por el Artículo (882) ochocientos ochenta y dos del Código de Procedimientos Civiles para el Estado. Monterrey, Nuevo León a 04 de diciembre del 2025 [264, 115, 484, 299]
signature-line: (12 y 22) [1056, 1031, 1095, 1042]
signature-line: NUMERO 74 [1048, 719, 1103, 731]
signature-line: DOMINGUEZ [111, 1598, 169, 1609]
signature-line: (12 y 22) [1290, 1403, 1328, 1415]
notice-signature [1200, 1703, 1419, 1747]
notice-signature [966, 1770, 1185, 1803]
signature-line: GUSD-750105-MF5 [98, 1619, 182, 1631]
signature-line: NOTARIO PUBLICO NUMERO 77. [300, 1222, 447, 1234]
signature-line: PRIMER DISTRITO [332, 1994, 415, 2006]
notice-body: Cadereyta Jiménez, Nuevo León.- Ante el suscrito Notario Público, comparecieron la ciudadana SANDRA ALVARADO LUNA y las ciudadanas REYNA VIANETH GRESS ALVARADO y CRISTAL GRESS ALVARADO solicitando la Tramitación del PROCEDIMIENTO SUCESORIO DE INTESTADO EXTRAJUDICIAL a bienes de FRANCISCO GRESS SALAS, en fecha 21 días del mes de Noviembre de 2025, asentado bajo el Acta Fuera de Protocolo número (134/21,449/2025), exhibiéndome el Acta de Defunción correspondiente, en el cual se nombra a los comparecientes como Únicos y Universales Herederos, manifestando que aceptan la herencia, se reconocen entre sí sus derechos hereditarios, y además la ciudadana SANDRA ALVARADO LUNA como Albacea de la sucesión quien a su vez procederá a formar el inventario de los Bienes. En cumplimiento de los artículos (881) ochocientos ochenta y uno y (882) ochocientos ochenta y dos del Código de Procedimientos Civiles vigente en el Estado se publica el presente aviso en uno de los periódicos de los de mayor circulación en el Estado, por (2) dos veces de (10) diez en (10) diez días. [732, 1455, 951, 1704]
signature-line: LIC. EVERARDO ALANIS GUERRA [297, 1736, 451, 1748]
notice-heading: AVISO NOTARIAL [1033, 104, 1117, 115]
notice-body: Con fecha (04) cuatro días del mes de diciembre del (2025) dos mil veinticinco, se radicó en la Notaría Pública número (77) setenta y siete a mi cargo, sito en la Avenida Fray Luis de León número (521) quinientos veintiuno, Colonia Anáhuac, en San Nicolás de los Garza, Nuevo León, el PROCEDIMIENTO SUCESORIO TESTAMENTARIO EXTRAJUDICIAL a bienes del señor JESUS ROMO SALDIVAR, debiendo publicar por dos ocasiones y con intervalo de diez días entre cada publicación, un aviso en el periódico EL PORVENIR, convocando a las personas que se crean con derecho a la herencia para que acudan a deducirlo dentro del término legal. Lo anterior con fundamento en lo dispuesto por el artículo (882) ochocientos ochenta y dos del Código de Procedimientos Civiles vigente en el Estado de Nuevo León. San Nicolás de los Garza, N.L., 04 de diciembre del 2025. [264, 1017, 484, 1211]
signature-line: LOZANO [1055, 1266, 1095, 1277]
signature-line: LIC. SANDRA LUZ GONZÁLEZ AGUIRRE [751, 1984, 932, 1996]
signature-line: JURISDICCIÓN CONCURRENTE DEL [1227, 1199, 1391, 1210]
notice-body: Con fecha 25 (veinticinco) de noviembre de 2025 (dos mil veinticinco), en acta fuera de protocolo 039/48,778/2025 (CIENTO TREINTA Y NUEVE DIAGONAL CURENTA Y OCHO MIL SETECIENTOS SETENTA Y OCHO DIAGONAL DOS MIL VEINTICINCO) comparecen ADRIAN, DAGOBERTO, FERNANDO, JUAN MANUEL, MARIO JAVIER, RAYMUNDO, SIGIFREDO y SILVIA, todos de apellidos NAVARRO URDIALES, en su carácter de hijos y universales herederos, SIGIFREDO NAVARRO URDIALES, además en su carácter de Albacea, de la sucesión que más adelante se indica, quienes doy fe de conocer personalmente y manifiestan que con fundamento en lo dispuesto en los artículos 881, 882, del Código de Procedimientos Civiles vigente en el Estado de Nuevo León, solicita se tramite en forma extrajudicial y con intervención de la Notario que suscribe, la SUCESION INTESTAMENTARIA A BIENES DE AURELIA URDIALES HUERTA. Exhiben a la Notario interviniente Acta de Defunción, Actas de Nacimiento y Acta de Matrimonio, además de acreditar el último domicilio de la de cujus. Por otro lado, se designa como Albacea de la presente Sucesión a SIGIFREDO NAVARRO URDIALES, quien acepta dicho cargo. Con fundamento en el Artículo 882 del Código de Procedimientos Civiles de Nuevo León, se da a conocer por medio de dos publicaciones que se harán de diez en diez en el periódico "El Porvenir", que se edita en esta ciudad. Monterrey, Nuevo León, a 25 de noviembre 2025 [498, 715, 717, 1052]
notice-heading: AVISO NOTARIAL [98, 468, 182, 480]
legal-notice [1200, 104, 1419, 1244]
signature-line: SEGUNDO DISTRITO EN EL ESTADO [759, 1727, 924, 1739]
signature-line: NOTARIA PUBLICA No. 1 [1253, 1725, 1365, 1736]
signature-line: JOSÉ JAVIER LEAL GARZA [779, 1394, 904, 1405]
signature-line: LICENCIADO JORGE ALBERTO SALAZAR [981, 997, 1169, 1009]
signature-line: NOTARIO PÚBLICO TITULAR NÚMERO 72 [514, 1630, 701, 1642]
signature-line: LIC. JAVIER GARCIA URRUTIA [773, 1168, 911, 1180]
notice-heading: AVISO NOTARIAL [332, 1251, 416, 1263]
signature-line: GAGG690518TE7 [569, 365, 647, 376]
signature-line: LICENCIADO FEDERICO GARZA ARIZPE [516, 1952, 699, 1964]
legal-notice [1200, 1251, 1419, 1415]
legal-notice [732, 1756, 951, 2007]
notice-signature [498, 1052, 717, 1107]
signature-line: LICENCIADA SONIA MARICELA [1238, 1154, 1380, 1166]
signature-line: NOTARIA PÚBLICA NÚMERO 63 [69, 1351, 212, 1363]
masthead [1122, 33, 1419, 96]
notice-signature [732, 1169, 951, 1214]
signature-line: (12 y 22) [121, 1631, 159, 1643]
signature-line: NOTARIO PÚBLICO TITULAR NÚMERO 72 [514, 675, 701, 687]
signature-line: TITULAR DE LA NOTARIA NUMERO 7 [1225, 1391, 1393, 1403]
signature-line: NOTARIO PUBLICO NUMERO 52 [1236, 2035, 1381, 2047]
signature-line: INMOBILIARIO FEDERAL [785, 922, 898, 934]
signature-line: SEGUNDO DISTRITO EN EL ESTADO [525, 1975, 690, 1986]
notice-heading: AVISO NOTARIAL [566, 1659, 650, 1671]
notice-body: Se presentaron ante la Suscrita, las señoras MARIA DEL SOCORRO HERNANDEZ ESPINOZA y MARIA AUSTREBERTHA HERNANDEZ ESPINOZA, a denunciar la SUCESION TESTAMENTARIA ACUMULADA EN LA VIA EXTRAJUDICIAL a bienes de la señora MA. SOCORRO ESPINOZA GOMEZ y del señor HOMERO HERNANDEZ CHAVEZ, así mismo las señoras MARIA DEL SOCORRO HERNANDEZ ESPINOZA y MARIA AUSTREBERTHA HERNANDEZ ESPINOZA, manifestaron que aceptan la Herencia y reconocen sus derechos hereditarios, y la señora MARIA DEL SOCORRO HERNANDEZ ESPINOZA quien acepta el cargo de ALBACEA, manifestando que procederá a realizar el inventario de los bienes que forman el caudal Hereditario, presentándome las actas de Registro Civil que acreditan la defunción de los autores de la Herencia y el parentesco de los presentantes con los de cujus, así como los demás comprobantes a que refiere la Ley. Se publica este aviso por dos ocasiones de (10) diez en (10) diez días, esto en cumplimiento a lo dispuesto por el artículo (882) ochocientos ochenta y dos del Código de Procedimientos Civiles vigente en el Estado. Monterrey, Nuevo León, a de Noviembre del año 2025. [30, 1048, 250, 1330]
signature-line: AL JUGADO OCTAVO DE [1253, 1188, 1366, 1200]
signature-line: NOTARIO PÚBLICO NUMERO 28 [1003, 299, 1148, 311]
signature-line: (12 y 22) [1056, 730, 1095, 742]
notice-signature [732, 879, 951, 956]
signature-line: LIC. MARIA MAGDALENA CERVANTES [755, 879, 929, 890]
newspaper-column-4 [724, 100, 958, 2538]
notice-body: En la Ciudad de Monterrey, Nuevo León, a los 25 días del mes de Noviembre del año 2025, comparecieron JOSE MARTIN ALONSO LOPEZ Y JOSE LUCIO ALONSO LOPEZ, ante la fe del suscrito Notario Público número 72, Lic. JAVIER GARCIA URRUTIA, Con ejercicio en este Municipio a efecto de iniciar el PROCEDIMIENTO SUCESORIO EXTRAJUDICIAL DE INTESTADO, a bienes de GUMERSINDO ALONSO ARAMBULA quien también se ostentó en algunos actos de su vida como GUMERCINDO ALONSO ARAMBULA, quien falleció el día 11 de Noviembre de 2007. El suscrito Notario Público, con apoyo en el Artículo 882 del Código Procesal Civil en el Estado de Nuevo León, dará a conocer éstas declaraciones por medio de dos publicaciones que se harán de diez en diez días, en un periódico de los de mayor circulación en el Estado, para seguir posteriormente el trámite establecido en el Capítulo VIII del mismo Ordenamiento Jurídico. DOY FE. [732, 426, 951, 643]
notice-body: El 29 de noviembre del año 2025, se inició en la Notaría a mi cargo la SUCESION INTESTAMENTARIA ACUMULADA A BIENES DE LOS SEÑORES ROSA VELIA MARQUEZ CARRANZA Y BASILIO RIVERA MORALES también conocidos como ROSA VELIA MARQUEZ DE RIVERA, ROSA VELIA MARQUEZ DE RIVERA Y ROSA VELIA MARQUEZ DE R.; Y BACILIO RIVERA MORALES, BAULIO RIVERA MORALES Y BACILIO RIVERA MORALERS, quienes fallecieron el día 16 de agosto de 1992 y el 14 de diciembre de 2007. Habiéndose presentado ante el suscrito, los presuntos herederos señores JUAN ANTONIO RIVERA MARQUEZ, CLAUDIA VERONICA RIVERA MARQUEZ, BASILIO RIVERA MARQUEZ Y ZULEMA NALLELY RIVERA MARQUEZ, manifestando que aceptan la herencia y nombran como albacea a el señor BASILIO RIVERA MARQUEZ quien a su vez acepta el cargo de albacea y procederá a formular el inventario de los bienes de la herencia. Lo anterior se publica mediante este aviso por dos ocasiones de 10 en 10 días, en cumplimiento a lo dispuesto en los artículos 881 y 882 del Código de Procedimientos Civiles del Estado, convocando a quienes se consideren con derecho a la herencia, a que acudan a deducirlo al domicilio de la Notaría, ubicado en Avenida Revolución número 3040 colonia La Primavera en Monterrey, Nuevo León. [30, 115, 250, 429]
signature-line: NÚMERO 121 Y DEL PATRIMONIO [298, 697, 450, 709]
legal-notice [1200, 1754, 1419, 2058]
notice-heading: PUBLICACIÓN NOTARIAL [312, 1005, 435, 1017]
notice-body: El 27 de noviembre del año 2025, se inició en la Notaría a mi cargo la SUCESIÓN TESTAMENTARIA A BIENES DE LA SEÑORA MA. CARMEN LOPEZ CHAVEZ, quien falleciera el día 14 de febrero del año 2020. Los herederos de los bienes, señores JUANA RIVAS LOPEZ, HECTOR RIVAS LOPEZ, SILVIA ISABEL RIVAS LOPEZ, GUADALUPE RIVAS LOPEZ, ALMA ROSA RIVAS LOPEZ, MARGARITO RIVAS LOPEZ, JULIO RIVAS LOPEZ, IGNACIO RIVAS LOPEZ, JAIME RIVAS LOPEZ, JUAN DAMIAN RIVAS RIVAS Y ESTEPHANY SAMANTHA RIVAS RIVAS manifiestan que aceptan la herencia y la señora SILVIA ISABEL RIVAS LOPEZ el cargo de albacea y procederá a formular el inventario de los bienes de la herencia. Lo anterior se publica mediante este aviso por dos ocasiones de 10 en 10 días, en cumplimiento a lo dispuesto en los artículos 881 y 882 del Código de Procedimientos Civiles del Estado, convocando a quienes se consideren con derecho a la herencia, a que acudan a deducirlo al domicilio de la Notaría, ubicado en Avenida Revolución número 3040 colonia La Primavera en Monterrey, Nuevo León. [30, 480, 250, 729]
signature-line: AAGE-680522-269 [333, 2005, 414, 2017]
signature-line: NÚMERO 111 [812, 1415, 871, 1427]
notice-body: CON FECHA 21 DEL MES DE NOVIEMBRE DEL PRESENTE AÑO, SE RADICO EN ESTA NOTARÍA A MI CARGO LA SUCESIÓN TESTAMENTARIA POR VÍA EXTRAJUDICIAL a bienes del señor EDUARDO MORALES ALANIS, MEDIANTE EL ACTA FUERA DE PROTOCOLO NÚMERO 117,568 DE FECHA 21 DE NOVIEMBRE DEL 2025, PASADA ANTE LA FE DEL SUSCRITO NOTARIO TITULAR, ORDENÁNDOSE REALIZAR POR DOS OCASIONES Y CON INTERVALO DE DIEZ DÍAS UNA PUBLICACION NOTARIAL, EN EL PERIÓDICO EL PORVENIR, CONVOCANDO A LAS PERSONAS QUE SE CREAN CON DERECHO A LA HERENCIA A FIN DE QUE ACUDAN A DEDUCIRLO dentro del término legal. Lo anterior con fundamento en lo dispuesto por el artículo 882 ochocientos ochenta y dos, del Código de Procedimientos Civiles vigente en el Estado. [965, 1059, 1185, 1254]
signature-line: NOTARIO PÚBLICO No. 70 [548, 354, 667, 365]
legal-notice [30, 1381, 249, 1642]
signature-line: NOTARIO PÚBLICO No. 96 [315, 1983, 433, 1995]
page-number: 7 [1382, 33, 1419, 96]
signature-line: LIC. ERNESTO SILVA ELIZONDO [301, 1523, 446, 1535]
signature-line: PRIMER DISTRITO JUDICIAL DEL ESTADO [1214, 1210, 1405, 1221]
signature-line: NOTARIO PÚBLICO TITULAR [308, 686, 439, 698]
signature-line: NOTARIO PÚBLICO EN EJERCICIO [1231, 1380, 1387, 1392]
notice-signature [732, 643, 951, 688]
top-rule [23, 93, 1426, 97]
signature-line: VILLARREAL [577, 1062, 637, 1074]
legal-notice [264, 738, 483, 999]
notice-heading: AVISO NOTARIAL [566, 704, 650, 716]
notice-body: Cadereyta Jiménez, Nuevo León.- Ante el suscrito Notario Público, comparecieron la ciudadana MARIA DEL CONSUELO HERNANDEZ MARTINEZ por sus propios derechos y en representación de su menor hijo JUAN ALFREDO NAJERA HERNANDEZ, además comparece la ciudadana CLAUDIA SOFIA NAJERA HERNANDEZ solicitando la Tramitación del PROCEDIMIENTO SUCESORIO DE INTESTADO EXTRAJUDICIAL A BIENES DE JUAN ALFREDO NAJERA ZAPATA, en fecha 21 días del mes de Noviembre de 2025, asentado bajo el Acta Fuera de Protocolo número (134/21,530/2025), exhibiéndome el Acta de Defunción correspondiente, en el cual se nombra a los comparecientes como Únicos y Universales Herederos, manifestando que aceptan la herencia, se reconocen entre sí sus derechos hereditarios, y además la ciudadana MARIA DEL CONSUELO HERNANDEZ MARTINEZ como Albacea de la sucesión quien a su vez procederá a formar el inventario de los Bienes. En cumplimiento de los artículos (881) ochocientos ochenta y uno y (882) ochocientos ochenta y dos del Código de Procedimientos Civiles vigente en el Estado se publica el presente aviso en uno de los periódicos de los de mayor circulación en el Estado, por (2) dos veces de (10) diez en (10) diez días. [498, 1671, 717, 1952]
signature-line: LIC. MIGUEL ANGEL MARTINEZ LOZANO [48, 729, 232, 741]
signature-line: LIC. GABRIEL GALINDO GARCIA [534, 342, 682, 354]
signature-line: (12) [833, 1995, 850, 2007]
signature-line: CELM700722-RAA [1035, 1309, 1116, 1321]
notice-body: En los términos del artículo 882 (ochocientos ochenta y dos), del Código de Procedimientos Civiles del Estado de Nuevo León, HAGO CONSTAR: La apertura en esta Notaría Pública a mi digno cargo, del Procedimiento Sucesorio de Intestado Extrajudicial a bienes de SERGIO HUMBERTO VALLEJO ROJAS y las declaraciones que ante mí hicieron las señoras CECILIA REYNA DELGADILLO Y ALINA JANETH VALLEJO REYNA, en su carácter de Únicos y Universales Herederos Legítimos, en el sentido de que reconocen sus derechos hereditarios y aceptan la herencia que corresponda de acuerdo a las disposiciones legales aplicables. Asimismo, la señora CECILIA REYNA DELGADILLO, manifiesta que acepta el cargo de Albacea, protesta su fiel y legal desempeño y procederá a formular el inventario de los bienes que forman el acervo de la masa hereditaria. Monterrey, Nuevo León, a 26 de Noviembre del 2025. [498, 1124, 717, 1330]
signature-line: NOTARIO PÚBLICO TITULAR NÚMERO 72 [514, 1341, 701, 1353]
notice-body: Con fecha 28 (veintiocho) de Noviembre del 2025 se inició en esta Notaría Pública a mi cargo, el Procedimiento de Sucesión Testamentario a bienes del señor JAVIER FRANCISCO MARTINEZ MONTEMAYOR, habiendo comparecido la señora NORMA ELIZABETH LANKENAU GARCIA deduciendo sus derechos hereditarios, aceptando la herencia y manifestó desempeñar el cargo de Albacea y que en su oportunidad procederá a formar el inventario de los bienes de la Masa Hereditaria. Se publicará por dos veces de diez en diez días en el Diario "El Porvenir" que se edita y circula en esta Entidad, tal como lo dispone el Artículo 882 del Código de Procedimientos Civiles vigente en el Estado. Monterrey, Nuevo León, a 08 de Diciembre del 2025. [965, 115, 1185, 288]
signature-line: NOTARIO PUBLICO TITULAR No.104 [58, 1609, 222, 1620]
notice-signature [498, 343, 717, 387]
signature-line: (12) [365, 988, 383, 999]
signature-line: LIC. ROBERTO HINOJOSA ELIZONDO [1225, 1702, 1394, 1714]
notice-signature [966, 1961, 1185, 2039]
signature-line: INMOBILIARIO FEDERAL [317, 708, 430, 720]
signature-line: (2 y 12) [123, 451, 157, 463]
signature-line: TITULAR [1055, 1535, 1095, 1546]
legal-notice [732, 416, 951, 688]
newspaper-column-3 [490, 100, 724, 2538]
signature-line: NOTARIO PÚBLICO TITULAR NO. 117 [290, 1534, 457, 1545]
signature-line: NOTARIA PUBLICA NUMERO 71. [768, 375, 915, 387]
signature-line: SALAZAR [1052, 1008, 1098, 1020]
signature-line: (12 y 22) [1056, 1545, 1095, 1557]
signature-line: NOTARIO PÚBLICO TITULAR [776, 1404, 907, 1416]
